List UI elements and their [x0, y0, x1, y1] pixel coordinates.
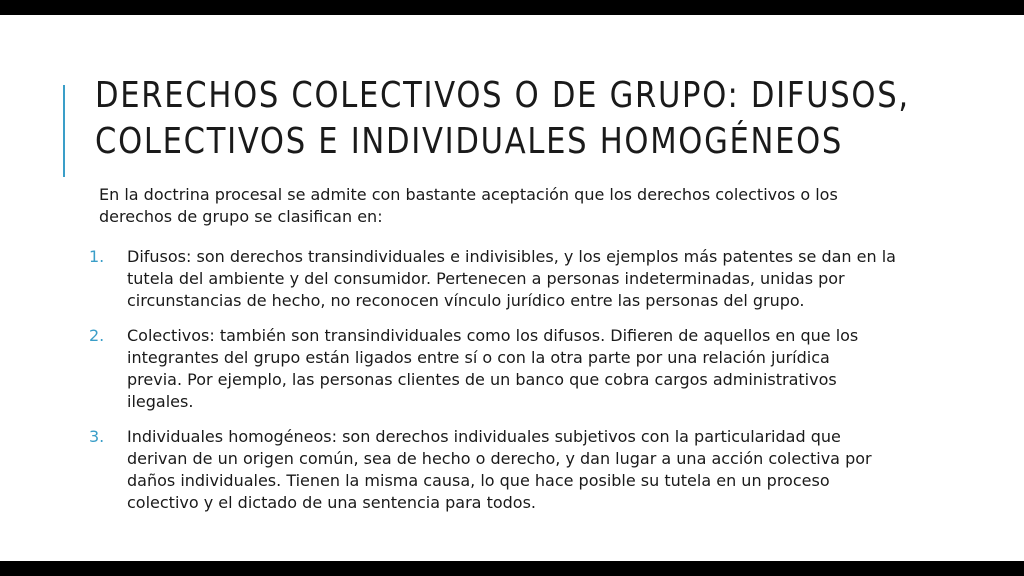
intro-line: derechos de grupo se clasifican en:	[99, 207, 383, 226]
list-item-colectivos	[89, 325, 949, 413]
letterbox-top	[0, 0, 1024, 15]
classification-list	[89, 246, 949, 527]
list-item-difusos	[89, 246, 949, 312]
list-number: 1.	[89, 247, 105, 266]
list-item-individuales-homogeneos	[89, 426, 949, 514]
slide-title-line: COLECTIVOS E INDIVIDUALES HOMOGÉNEOS	[95, 121, 844, 162]
list-item-line: Individuales homogéneos: son derechos individuales subjetivos con la particularidad que	[127, 427, 841, 446]
list-item-line: colectivo y el dictado de una sentencia para todos.	[127, 493, 536, 512]
slide-title	[95, 73, 910, 165]
slide-title-line: DERECHOS COLECTIVOS O DE GRUPO: DIFUSOS,	[95, 75, 910, 116]
list-item-line: previa. Por ejemplo, las personas clientes de un banco que cobra cargos administrativos	[127, 370, 837, 389]
letterbox-bottom	[0, 561, 1024, 576]
list-item-line: integrantes del grupo están ligados entre sí o con la otra parte por una relación jurídica	[127, 348, 830, 367]
list-item-line: daños individuales. Tienen la misma causa, lo que hace posible su tutela en un proceso	[127, 471, 830, 490]
list-number: 3.	[89, 427, 105, 446]
list-item-line: Difusos: son derechos transindividuales e indivisibles, y los ejemplos más patentes se dan en la	[127, 247, 896, 266]
list-item-line: circunstancias de hecho, no reconocen vínculo jurídico entre las personas del grupo.	[127, 291, 805, 310]
list-item-line: Colectivos: también son transindividuales como los difusos. Difieren de aquellos en que los	[127, 326, 859, 345]
intro-paragraph	[99, 184, 899, 228]
intro-line: En la doctrina procesal se admite con bastante aceptación que los derechos colectivos o los	[99, 185, 838, 204]
list-number: 2.	[89, 326, 105, 345]
presentation-slide	[0, 15, 1024, 561]
list-item-line: tutela del ambiente y del consumidor. Pertenecen a personas indeterminadas, unidas por	[127, 269, 845, 288]
list-item-line: derivan de un origen común, sea de hecho o derecho, y dan lugar a una acción colectiva por	[127, 449, 872, 468]
list-item-line: ilegales.	[127, 392, 194, 411]
title-accent-bar	[63, 85, 65, 177]
